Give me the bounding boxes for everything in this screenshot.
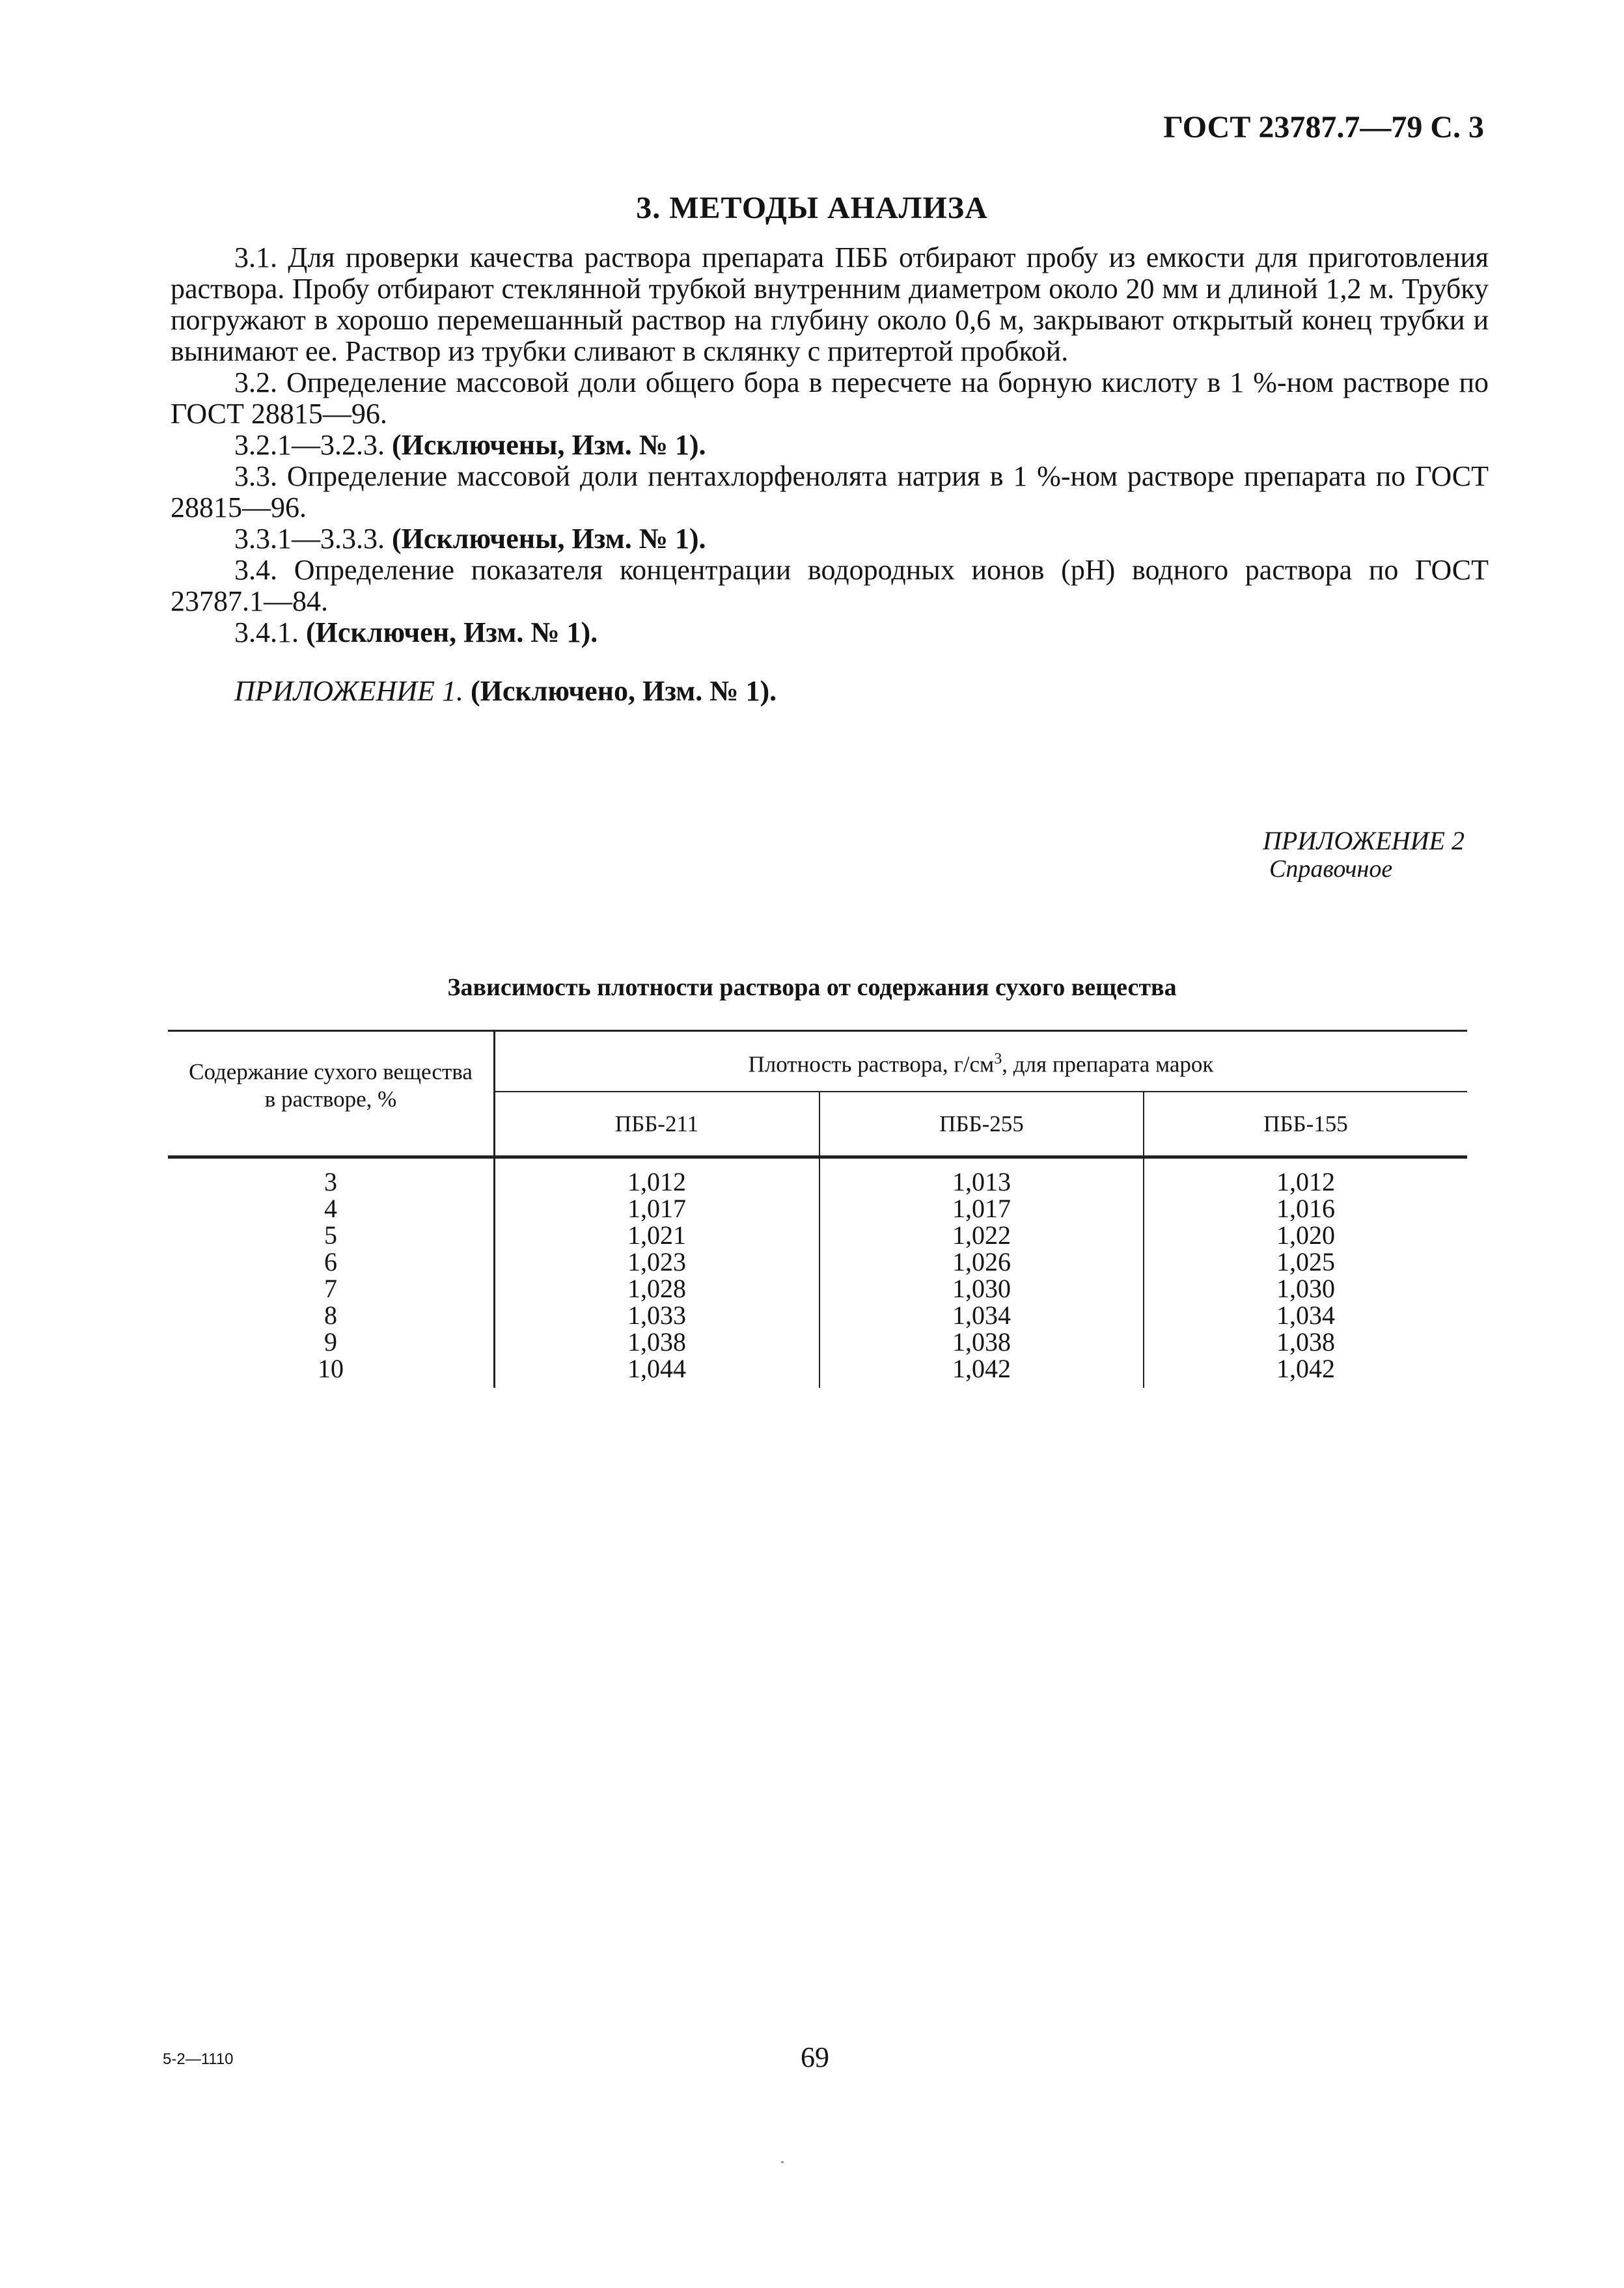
column-header-pbb-211: ПББ-211 xyxy=(614,1111,699,1137)
table-cell-density: 1,028 xyxy=(627,1274,686,1303)
table-top-rule xyxy=(168,1030,1467,1032)
table-cell-content: 6 xyxy=(324,1247,337,1276)
table-cell-density: 1,038 xyxy=(952,1327,1011,1357)
table-cell-content: 4 xyxy=(324,1194,337,1223)
table-cell-density: 1,013 xyxy=(952,1167,1011,1196)
column-header-content-line-2: в растворе, % xyxy=(264,1086,397,1112)
footer-print-code: 5-2—1110 xyxy=(163,2050,234,2068)
appendix-2-subtitle: Справочное xyxy=(1269,855,1393,883)
paragraph-3-4-text: 3.4. Определение показателя концентрации водородных ионов (pH) водного раствора по ГОСТ 23787.1—84. xyxy=(171,554,1489,617)
table-cell-content: 3 xyxy=(324,1167,337,1196)
paragraph-3-2-1-number: 3.2.1—3.2.3. xyxy=(234,429,385,461)
column-header-pbb-255: ПББ-255 xyxy=(939,1111,1024,1137)
paragraph-3-4-1-note: (Исключен, Изм. № 1). xyxy=(306,616,598,648)
paragraph-3-2-text: 3.2. Определение массовой доли общего бора в пересчете на борную кислоту в 1 %-ном растворе по ГОСТ 28815—96. xyxy=(171,366,1489,430)
table-cell-density: 1,034 xyxy=(952,1301,1011,1330)
appendix-2-heading xyxy=(1172,825,1465,883)
table-cell-content: 8 xyxy=(324,1301,337,1330)
paragraph-3-4 xyxy=(171,555,1489,617)
column-header-content xyxy=(168,1058,493,1113)
table-cell-content: 7 xyxy=(324,1274,337,1303)
paragraph-3-2-1-note: (Исключены, Изм. № 1). xyxy=(392,429,706,461)
paragraph-3-3-text: 3.3. Определение массовой доли пентахлорфенолята натрия в 1 %-ном растворе препарата по ГОСТ 28815—96. xyxy=(171,460,1489,523)
table-cell-density: 1,022 xyxy=(952,1220,1011,1250)
paragraph-3-4-1 xyxy=(171,617,1489,648)
page-header-reference: ГОСТ 23787.7—79 С. 3 xyxy=(1163,110,1484,145)
appendix-1-note: (Исключено, Изм. № 1). xyxy=(470,675,777,707)
table-cell-density: 1,012 xyxy=(627,1167,686,1196)
density-header-suffix: , для препарата марок xyxy=(1002,1051,1214,1077)
column-header-pbb-155: ПББ-155 xyxy=(1263,1111,1348,1137)
table-cell-density: 1,012 xyxy=(1276,1167,1335,1196)
paragraph-3-4-1-number: 3.4.1. xyxy=(234,616,299,648)
paragraph-3-3-1-number: 3.3.1—3.3.3. xyxy=(234,523,385,555)
table-cell-density: 1,017 xyxy=(627,1194,686,1223)
scan-speck xyxy=(781,2161,784,2163)
paragraph-3-3 xyxy=(171,461,1489,523)
table-cell-content: 9 xyxy=(324,1327,337,1357)
page-number: 69 xyxy=(801,2041,829,2073)
table-cell-density: 1,026 xyxy=(952,1247,1011,1276)
table-title: Зависимость плотности раствора от содержания сухого вещества xyxy=(447,974,1177,1001)
paragraph-3-2-1 xyxy=(171,430,1489,461)
table-cell-density: 1,030 xyxy=(952,1274,1011,1303)
table-cell-density: 1,033 xyxy=(627,1301,686,1330)
table-header-rule xyxy=(168,1155,1467,1159)
table-cell-content: 10 xyxy=(318,1354,344,1383)
section-title: 3. МЕТОДЫ АНАЛИЗА xyxy=(636,191,988,225)
table-cell-density: 1,038 xyxy=(1276,1327,1335,1357)
density-header-text: Плотность раствора, г/см xyxy=(748,1051,995,1077)
table-cell-density: 1,030 xyxy=(1276,1274,1335,1303)
table-subheader-rule xyxy=(493,1091,1467,1092)
table-cell-density: 1,020 xyxy=(1276,1220,1335,1250)
paragraph-3-3-1 xyxy=(171,523,1489,555)
density-header-superscript: 3 xyxy=(994,1051,1002,1068)
appendix-1-line xyxy=(171,676,1489,707)
table-cell-density: 1,034 xyxy=(1276,1301,1335,1330)
paragraph-3-2 xyxy=(171,367,1489,430)
table-cell-density: 1,025 xyxy=(1276,1247,1335,1276)
appendix-1-label: ПРИЛОЖЕНИЕ 1. xyxy=(234,675,463,707)
table-cell-density: 1,038 xyxy=(627,1327,686,1357)
paragraph-3-3-1-note: (Исключены, Изм. № 1). xyxy=(392,523,706,555)
paragraph-3-1 xyxy=(171,242,1489,367)
table-cell-density: 1,023 xyxy=(627,1247,686,1276)
table-cell-density: 1,021 xyxy=(627,1220,686,1250)
paragraph-3-1-text: 3.1. Для проверки качества раствора препарата ПББ отбирают пробу из емкости для приготовления раствора. Пробу отбирают стеклянной трубкой внутренним диаметром около 20 мм и длиной 1,2 м. Трубку погружают в хорошо перемешанный раствор на глубину около 0,6 м, закрывают открытый конец трубки и вынимают ее. Раствор из трубки сливают в склянку с притертой пробкой. xyxy=(171,241,1489,367)
table-cell-density: 1,044 xyxy=(627,1354,686,1383)
table-cell-density: 1,017 xyxy=(952,1194,1011,1223)
table-cell-density: 1,016 xyxy=(1276,1194,1335,1223)
appendix-2-title: ПРИЛОЖЕНИЕ 2 xyxy=(1263,826,1465,855)
table-cell-content: 5 xyxy=(324,1220,337,1250)
table-cell-density: 1,042 xyxy=(1276,1354,1335,1383)
table-cell-density: 1,042 xyxy=(952,1354,1011,1383)
column-group-header-density xyxy=(495,1045,1467,1079)
column-header-content-line-1: Содержание сухого вещества xyxy=(189,1059,473,1084)
